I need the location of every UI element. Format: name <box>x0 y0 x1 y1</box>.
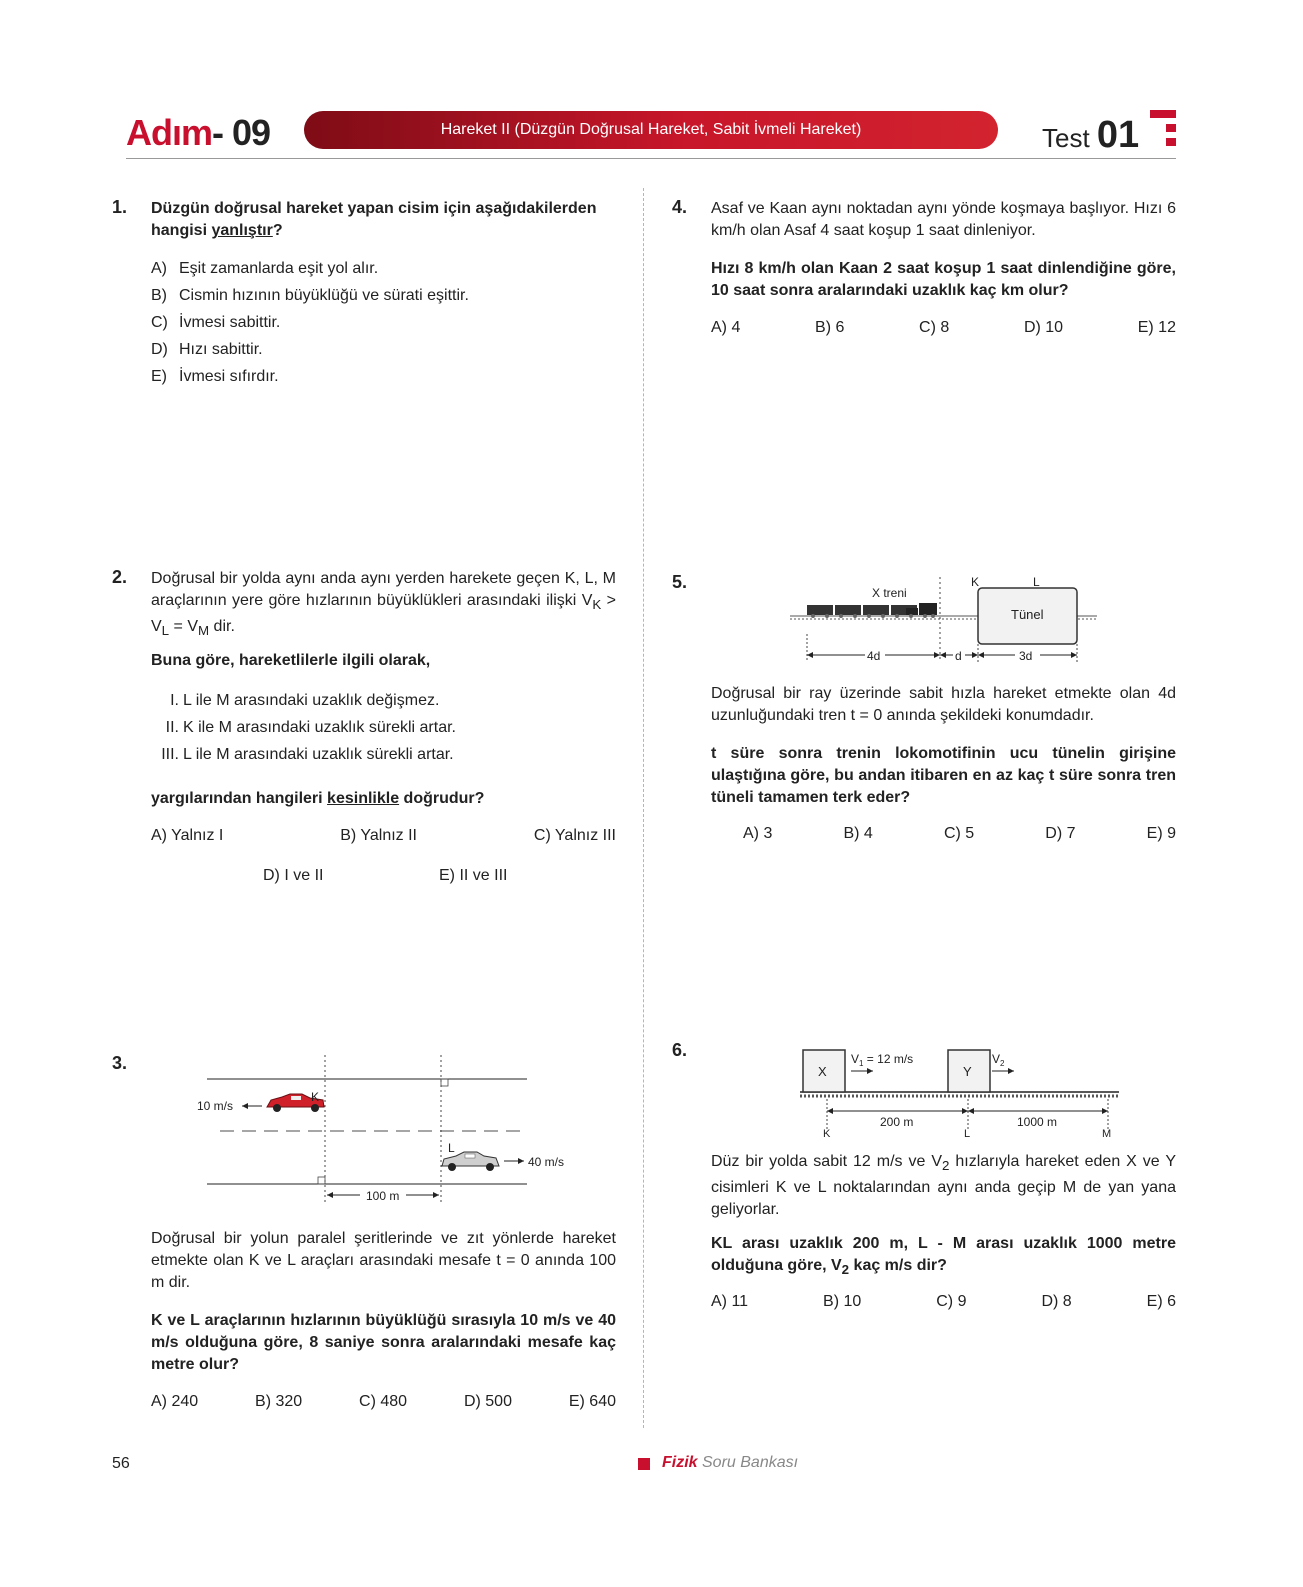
option-a[interactable] <box>151 255 616 282</box>
arrow-head-icon <box>1008 1068 1014 1074</box>
stem-text: = V <box>169 618 198 636</box>
option-e[interactable]: E) 9 <box>1146 825 1176 842</box>
subscript: K <box>592 597 602 613</box>
arrow-head-icon <box>1102 1108 1108 1114</box>
question-stem <box>151 198 616 242</box>
answer-options <box>711 319 1176 337</box>
question-lead: Buna göre, hareketlilerle ilgili olarak, <box>151 652 431 669</box>
option-e[interactable]: E) 640 <box>568 1393 616 1410</box>
speed-label-l: 40 m/s <box>528 1155 565 1169</box>
label-k: K <box>971 575 980 589</box>
option-e[interactable]: E) 12 <box>1137 319 1176 336</box>
train-label: X treni <box>872 586 907 600</box>
arrow-head-icon <box>978 652 984 658</box>
test-word: Test <box>1042 123 1090 153</box>
arrow-head-icon <box>962 1108 968 1114</box>
stem-text: Düz bir yolda sabit 12 m/s ve V <box>711 1153 942 1170</box>
velocity-label-2 <box>992 1052 1005 1068</box>
answer-options <box>151 255 616 390</box>
dimension-label-d: d <box>955 649 962 663</box>
stem-text: hızlarıyla hareket eden X ve Y cisimleri K ve L noktalarından aynı anda geçip M de yan yana geliyorlar. <box>711 1153 1176 1219</box>
book-title <box>662 1454 798 1472</box>
topic-banner <box>304 111 998 149</box>
book-brand: Fizik <box>662 1454 698 1471</box>
speed-label-k: 10 m/s <box>197 1099 234 1113</box>
subscript: 2 <box>841 1262 850 1278</box>
arrow-head-icon <box>867 1068 873 1074</box>
option-a[interactable]: A) Yalnız I <box>151 827 224 844</box>
page-number: 56 <box>112 1455 130 1472</box>
question-stem: Asaf ve Kaan aynı noktadan aynı yönde koşmaya başlıyor. Hızı 6 km/h olan Asaf 4 saat koşup 1 saat dinleniyor. <box>711 200 1176 239</box>
distance-label-kl: 200 m <box>880 1115 914 1129</box>
question-number: 5. <box>672 572 688 592</box>
stem-text: Doğrusal bir yolda aynı anda aynı yerden harekete geçen K, L, M araçlarının yere göre hızlarının büyüklükleri arasındaki ilişki V <box>151 570 616 609</box>
subscript: 2 <box>942 1158 950 1174</box>
option-a[interactable]: A) 240 <box>151 1393 199 1410</box>
v-value: = 12 m/s <box>863 1052 914 1066</box>
answer-options <box>743 825 1176 843</box>
arrow-head-icon <box>327 1192 333 1198</box>
column-divider <box>643 188 644 1428</box>
option-e[interactable] <box>151 363 616 390</box>
question-prompt <box>151 788 484 810</box>
answer-options <box>151 1393 616 1411</box>
arrow-head-icon <box>934 652 940 658</box>
question-prompt: K ve L araçlarının hızlarının büyüklüğü sırasıyla 10 m/s ve 40 m/s olduğuna göre, 8 saniye sonra aralarındaki mesafe kaç metre olur? <box>151 1312 616 1373</box>
option-text: İvmesi sabittir. <box>179 314 281 331</box>
test-label <box>1042 114 1139 157</box>
v-subscript: 1 <box>859 1059 864 1068</box>
prompt-text: yargılarından hangileri <box>151 790 328 807</box>
right-angle-icon <box>441 1079 448 1086</box>
option-a[interactable]: A) 11 <box>711 1293 749 1310</box>
option-b[interactable]: B) Yalnız II <box>340 827 417 844</box>
body-y-label: Y <box>963 1064 972 1079</box>
distance-label-lm: 1000 m <box>1017 1115 1058 1129</box>
statement-item <box>151 741 616 768</box>
brand-mark-icon <box>1150 110 1178 150</box>
arrow-head-icon <box>940 652 946 658</box>
footer-square-icon <box>638 1458 650 1470</box>
question-prompt: t süre sonra trenin lokomotifinin ucu tünelin girişine ulaştığına göre, bu andan itibaren en az kaç t süre sonra tren tüneli tamamen terk eder? <box>711 745 1176 806</box>
point-m: M <box>1102 1128 1112 1140</box>
arrow-head-icon <box>242 1103 248 1109</box>
logo-number: - 09 <box>212 112 271 153</box>
option-letter: E) <box>151 368 167 385</box>
v-symbol: V <box>851 1052 860 1066</box>
question-number: 3. <box>112 1053 128 1073</box>
option-c[interactable]: C) 8 <box>919 319 950 336</box>
question-number: 1. <box>112 197 128 217</box>
option-letter: B) <box>151 287 167 304</box>
subscript: L <box>161 623 170 639</box>
statement-text: K ile M arasındaki uzaklık sürekli artar. <box>183 719 456 736</box>
option-d[interactable]: D) 500 <box>463 1393 512 1410</box>
option-d[interactable]: D) 10 <box>1023 319 1064 336</box>
option-c[interactable]: C) 9 <box>936 1293 967 1310</box>
dimension-label-3d: 3d <box>1019 649 1033 663</box>
statement-number: III. <box>161 746 179 763</box>
body-x-label: X <box>818 1064 827 1079</box>
topic-title: Hareket II (Düzgün Doğrusal Hareket, Sabit İvmeli Hareket) <box>440 121 862 138</box>
option-b[interactable]: B) 320 <box>255 1393 303 1410</box>
header-rule <box>126 158 1176 159</box>
option-b[interactable]: B) 6 <box>815 319 845 336</box>
question-stem <box>151 568 616 642</box>
stem-text: dir. <box>209 618 235 636</box>
arrow-head-icon <box>433 1192 439 1198</box>
dimension-label-4d: 4d <box>867 649 881 663</box>
answer-options <box>711 1293 1176 1311</box>
statement-text: L ile M arasındaki uzaklık sürekli artar. <box>183 746 454 763</box>
option-c[interactable] <box>151 309 616 336</box>
option-letter: D) <box>151 341 168 358</box>
label-l: L <box>448 1141 455 1155</box>
option-e[interactable]: E) 6 <box>1146 1293 1176 1310</box>
question-stem <box>711 1151 1176 1221</box>
question-number: 6. <box>672 1040 688 1060</box>
statement-item <box>151 687 616 714</box>
v-symbol: V <box>992 1052 1001 1066</box>
road-figure <box>190 1050 590 1210</box>
option-d[interactable]: D) I ve II <box>263 867 324 884</box>
logo-word: Adım <box>126 112 212 153</box>
question-stem: Doğrusal bir yolun paralel şeritlerinde ve zıt yönlerde hareket etmekte olan K ve L araçları arasındaki mesafe t = 0 anında 100 m dir. <box>151 1230 616 1291</box>
option-text: Eşit zamanlarda eşit yol alır. <box>179 260 379 277</box>
arrow-head-icon <box>968 1108 974 1114</box>
statement-list <box>151 687 616 768</box>
statement-item <box>151 714 616 741</box>
test-number: 01 <box>1096 114 1140 156</box>
label-l: L <box>1033 575 1040 589</box>
question-prompt <box>711 1233 1176 1281</box>
train-tunnel-figure <box>785 572 1105 667</box>
option-letter: C) <box>151 314 168 331</box>
option-b[interactable]: B) 10 <box>823 1293 862 1310</box>
arrow-head-icon <box>972 652 978 658</box>
subscript: M <box>198 623 210 639</box>
option-text: İvmesi sıfırdır. <box>179 368 279 385</box>
option-e[interactable]: E) II ve III <box>439 867 508 884</box>
prompt-text: doğrudur? <box>399 790 485 807</box>
prompt-text: KL arası uzaklık 200 m, L - M arası uzaklık 1000 metre olduğuna göre, V <box>711 1235 1176 1274</box>
question-number: 4. <box>672 197 688 217</box>
option-c[interactable]: C) Yalnız III <box>533 827 616 844</box>
option-b[interactable] <box>151 282 616 309</box>
statement-number: II. <box>165 719 179 736</box>
book-name: Soru Bankası <box>697 1454 799 1471</box>
v-subscript: 2 <box>1000 1059 1005 1068</box>
option-d[interactable]: D) 8 <box>1041 1293 1072 1310</box>
statement-text: L ile M arasındaki uzaklık değişmez. <box>183 692 440 709</box>
arrow-head-icon <box>518 1158 524 1164</box>
prompt-emphasis: kesinlikle <box>327 790 400 807</box>
arrow-head-icon <box>807 652 813 658</box>
arrow-head-icon <box>1071 652 1077 658</box>
point-l: L <box>964 1128 971 1140</box>
arrow-head-icon <box>827 1108 833 1114</box>
right-angle-icon <box>318 1177 325 1184</box>
stem-text: Düzgün doğrusal hareket yapan cisim için aşağıdakilerden hangisi <box>151 200 597 239</box>
velocity-label-1 <box>851 1052 913 1068</box>
option-c[interactable]: C) 480 <box>359 1393 408 1410</box>
distance-label: 100 m <box>366 1189 400 1203</box>
option-a[interactable]: A) 3 <box>743 825 773 842</box>
option-a[interactable]: A) 4 <box>711 319 741 336</box>
series-logo <box>126 112 270 154</box>
option-letter: A) <box>151 260 167 277</box>
stem-end: ? <box>272 222 283 239</box>
label-k: K <box>311 1090 320 1104</box>
question-prompt: Hızı 8 km/h olan Kaan 2 saat koşup 1 saat dinlendiğine göre, 10 saat sonra aralarındaki uzaklık kaç km olur? <box>711 260 1176 299</box>
stem-emphasis: yanlıştır <box>211 222 273 239</box>
point-k: K <box>823 1128 831 1140</box>
answer-options <box>151 827 616 845</box>
question-stem: Doğrusal bir ray üzerinde sabit hızla hareket etmekte olan 4d uzunluğundaki tren t = 0 anında şekildeki konumdadır. <box>711 685 1176 724</box>
option-c[interactable]: C) 5 <box>943 825 975 842</box>
question-number: 2. <box>112 567 128 587</box>
option-text: Cismin hızının büyüklüğü ve sürati eşittir. <box>179 287 469 304</box>
option-b[interactable]: B) 4 <box>843 825 873 842</box>
option-d[interactable] <box>151 336 616 363</box>
statement-number: I. <box>170 692 179 709</box>
option-d[interactable]: D) 7 <box>1045 825 1076 842</box>
stem-text: > V <box>151 592 616 636</box>
motion-figure <box>795 1043 1125 1143</box>
tunnel-label: Tünel <box>1011 607 1044 622</box>
prompt-text: kaç m/s dir? <box>849 1257 947 1274</box>
option-text: Hızı sabittir. <box>179 341 263 358</box>
